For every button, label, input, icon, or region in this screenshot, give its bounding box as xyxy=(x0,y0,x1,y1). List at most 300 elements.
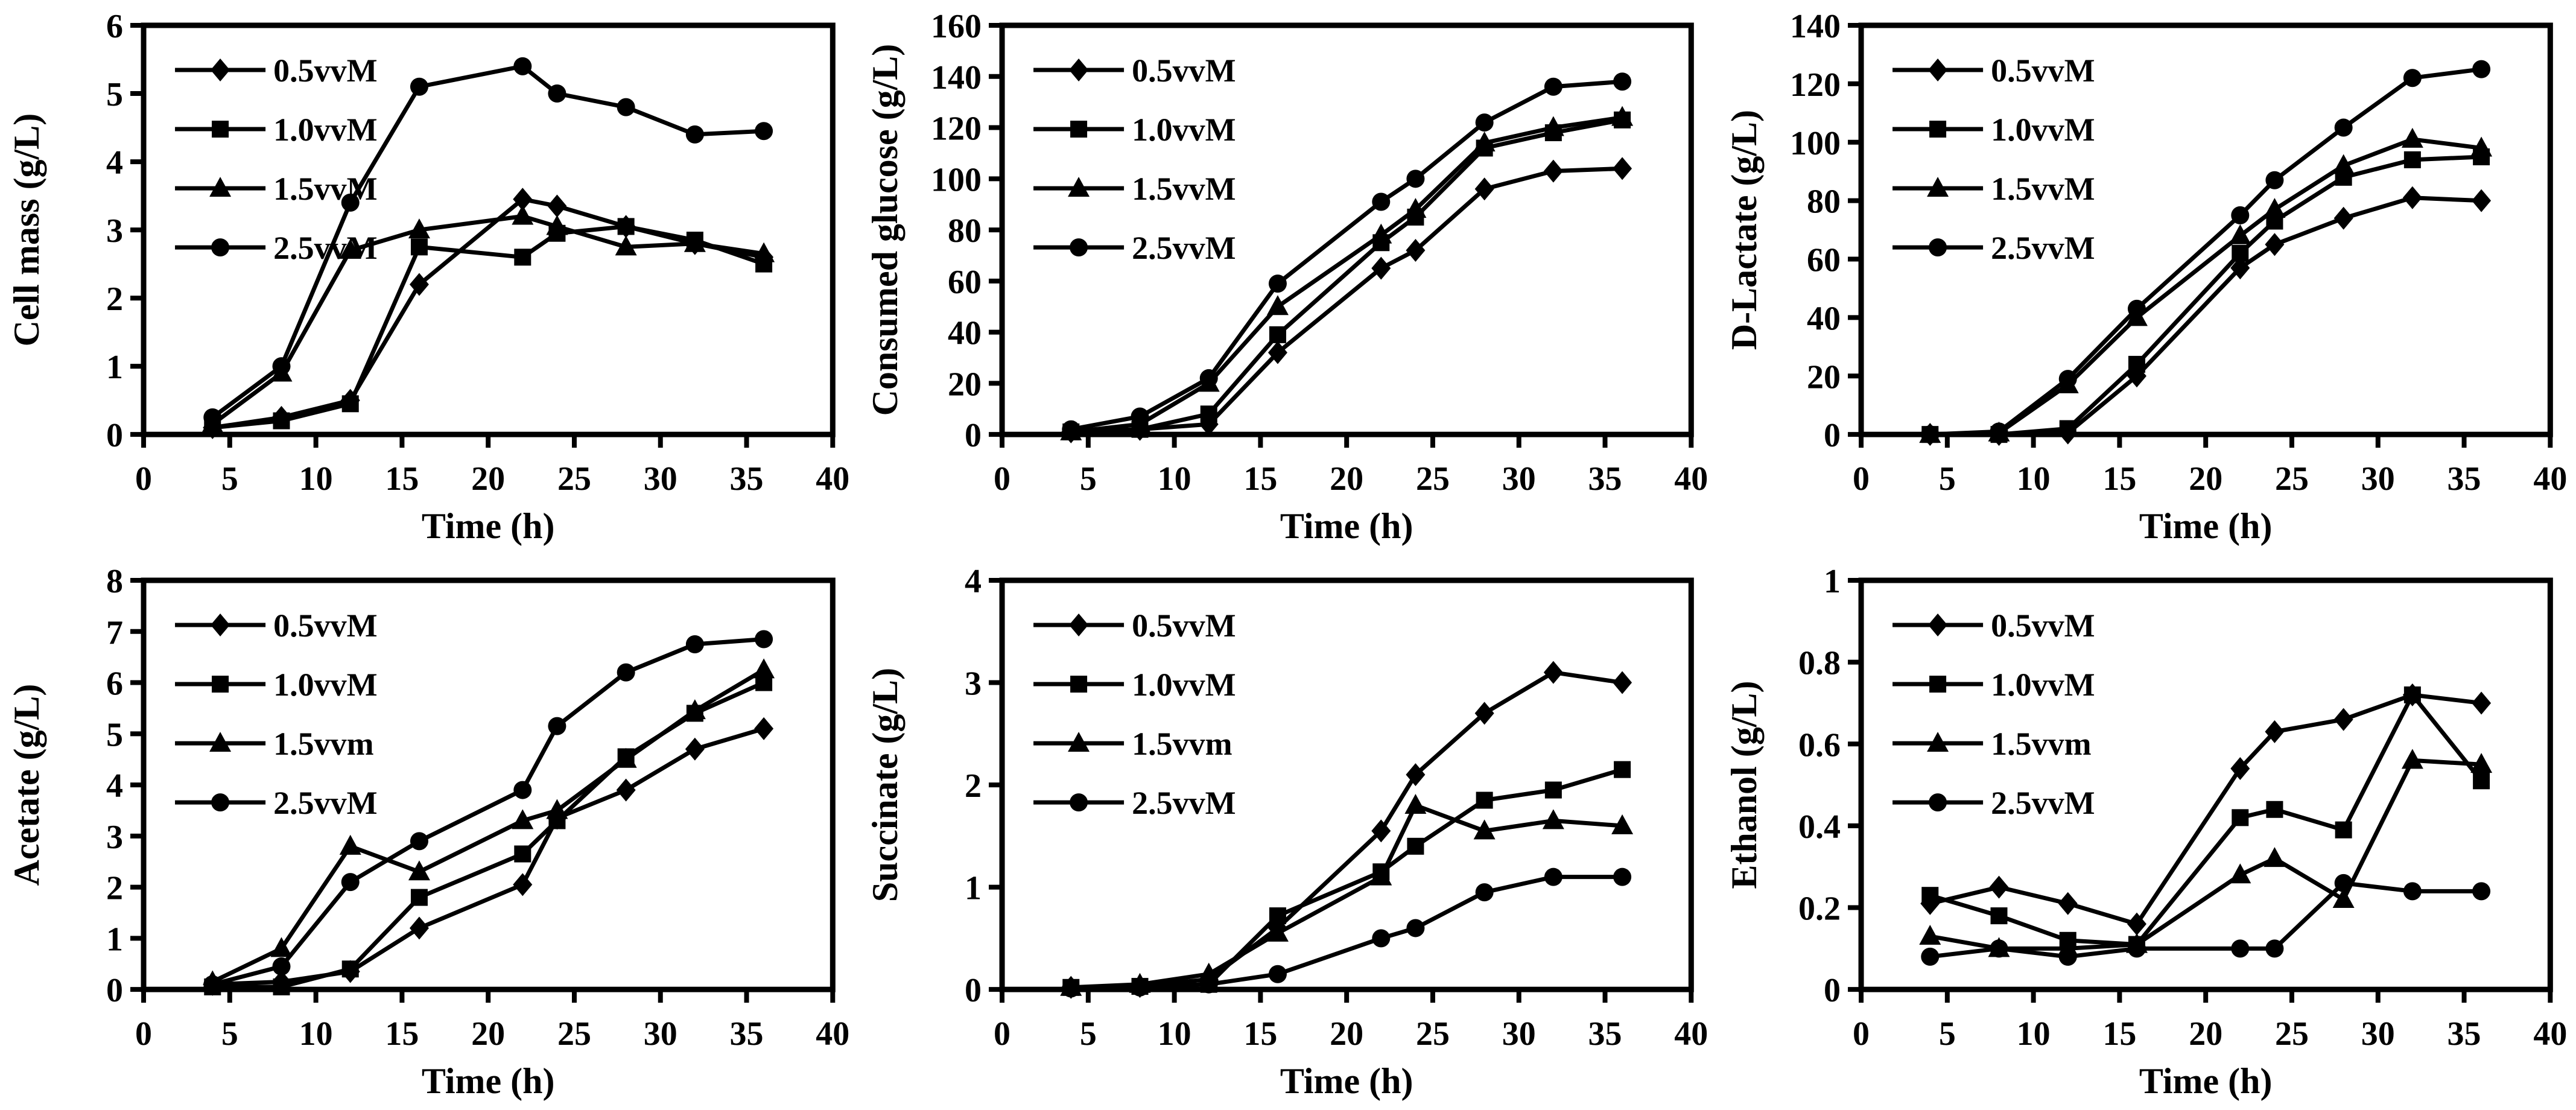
axis-text: 15 xyxy=(1243,1015,1278,1053)
diamond-marker xyxy=(2058,892,2077,915)
series-line xyxy=(1071,673,1623,988)
legend-label: 0.5vvM xyxy=(1132,607,1236,644)
diamond-marker xyxy=(1928,614,1947,636)
axis-text: 0 xyxy=(965,972,982,1010)
circle-marker xyxy=(1544,78,1562,96)
legend-label: 2.5vvM xyxy=(1990,230,2095,267)
square-marker xyxy=(1269,907,1286,924)
legend xyxy=(175,52,378,266)
circle-marker xyxy=(273,357,291,375)
axis-text: 40 xyxy=(2533,460,2567,498)
axis-text: 1 xyxy=(1823,563,1841,601)
axis-text: 140 xyxy=(1789,8,1841,46)
circle-marker xyxy=(2265,940,2283,958)
legend-label: 1.5vvm xyxy=(1132,726,1232,763)
legend-label: 2.5vvM xyxy=(1132,230,1236,267)
series-line xyxy=(1071,805,1623,988)
square-marker xyxy=(1070,121,1087,138)
diamond-marker xyxy=(1613,157,1632,180)
axis-text: 10 xyxy=(299,460,333,498)
square-marker xyxy=(1990,907,2007,924)
axis-text: 1 xyxy=(106,921,124,959)
axis-text: 35 xyxy=(1588,460,1622,498)
circle-marker xyxy=(513,781,531,799)
axis-text: 3 xyxy=(965,665,982,703)
axis-text: 40 xyxy=(1674,460,1708,498)
legend-label: 2.5vvM xyxy=(1990,785,2095,822)
circle-marker xyxy=(1062,980,1080,998)
series-0.5vvM xyxy=(203,188,773,439)
triangle-marker xyxy=(2402,128,2423,148)
axis-text: 60 xyxy=(948,263,982,301)
axis-text: 120 xyxy=(931,110,982,148)
square-marker xyxy=(1269,326,1286,343)
circle-marker xyxy=(1131,407,1149,425)
square-marker xyxy=(342,960,359,977)
axis-text: 20 xyxy=(1330,460,1364,498)
triangle-marker xyxy=(2264,847,2285,867)
circle-marker xyxy=(2128,940,2146,958)
x-axis xyxy=(135,989,849,1053)
axis-text: 25 xyxy=(1416,1015,1450,1053)
axis-text: 15 xyxy=(1243,460,1278,498)
diamond-marker xyxy=(211,59,230,81)
legend-label: 0.5vvM xyxy=(1990,52,2095,89)
circle-marker xyxy=(2472,60,2490,78)
circle-marker xyxy=(617,98,635,116)
triangle-marker xyxy=(546,799,568,819)
circle-marker xyxy=(1131,978,1149,997)
axis-text: 2 xyxy=(106,869,124,907)
triangle-marker xyxy=(340,835,361,855)
circle-marker xyxy=(1929,793,1947,811)
legend-label: 0.5vvM xyxy=(273,52,378,89)
y-axis xyxy=(106,563,144,1009)
chart-ethanol xyxy=(1718,555,2576,1110)
circle-marker xyxy=(1929,238,1947,256)
axis-text: 40 xyxy=(816,460,850,498)
circle-marker xyxy=(1613,72,1631,90)
triangle-marker xyxy=(2229,224,2251,244)
axis-text: 20 xyxy=(471,460,506,498)
square-marker xyxy=(2232,810,2248,826)
axis-text: 3 xyxy=(106,212,124,250)
square-marker xyxy=(1929,676,1946,693)
diamond-marker xyxy=(2333,207,2353,230)
series-1.0vvM xyxy=(1063,112,1631,440)
triangle-marker xyxy=(1919,925,1941,945)
legend-label: 1.0vvM xyxy=(1990,112,2095,148)
axis-text: 4 xyxy=(106,144,124,182)
ethanol-svg xyxy=(1718,555,2576,1110)
axis-text: 30 xyxy=(1502,1015,1537,1053)
series-line xyxy=(1071,120,1623,432)
diamond-marker xyxy=(1544,661,1563,684)
circle-marker xyxy=(1070,238,1088,256)
axis-text: 30 xyxy=(1502,460,1537,498)
circle-marker xyxy=(2334,874,2352,892)
consumed-glucose-svg xyxy=(858,0,1717,555)
axis-text: Time (h) xyxy=(2139,506,2273,547)
circle-marker xyxy=(2231,206,2249,224)
circle-marker xyxy=(2472,883,2490,901)
axis-text: 30 xyxy=(643,460,677,498)
circle-marker xyxy=(1476,113,1494,132)
circle-marker xyxy=(1372,930,1391,948)
x-axis xyxy=(994,434,1708,498)
axis-text: 15 xyxy=(2102,1015,2137,1053)
square-marker xyxy=(1407,838,1424,855)
axis-text: Time (h) xyxy=(1280,506,1413,547)
axis-text: 30 xyxy=(2361,460,2395,498)
circle-marker xyxy=(273,957,291,975)
square-marker xyxy=(2266,801,2283,818)
square-marker xyxy=(342,395,359,412)
y-axis xyxy=(931,8,1002,454)
axis-text: 2 xyxy=(106,281,124,319)
circle-marker xyxy=(2058,370,2076,388)
square-marker xyxy=(1614,761,1631,778)
series-line xyxy=(212,729,764,985)
y-axis xyxy=(106,8,144,454)
legend-label: 1.0vvM xyxy=(1990,667,2095,703)
circle-marker xyxy=(513,57,531,75)
axis-text: 8 xyxy=(106,563,124,601)
diamond-marker xyxy=(1928,59,1947,81)
axis-text: 0 xyxy=(135,1015,153,1053)
circle-marker xyxy=(1407,919,1425,937)
circle-marker xyxy=(1990,422,2008,440)
y-axis-title: Acetate (g/L) xyxy=(7,683,47,886)
triangle-marker xyxy=(1371,224,1392,244)
circle-marker xyxy=(211,793,229,811)
axis-text: 5 xyxy=(221,1015,238,1053)
circle-marker xyxy=(1269,965,1287,983)
axis-text: 140 xyxy=(931,59,982,97)
legend xyxy=(1892,607,2095,821)
legend xyxy=(1033,607,1236,821)
y-axis-title: Cell mass (g/L) xyxy=(7,113,47,347)
axis-text: 10 xyxy=(2016,460,2051,498)
circle-marker xyxy=(1070,793,1088,811)
legend-label: 2.5vvM xyxy=(1132,785,1236,822)
square-marker xyxy=(212,121,229,138)
legend-label: 2.5vvM xyxy=(273,230,378,267)
diamond-marker xyxy=(513,874,532,896)
chart-succinate xyxy=(858,555,1717,1110)
axis-text: 10 xyxy=(2016,1015,2051,1053)
square-marker xyxy=(1921,887,1938,904)
axis-text: 3 xyxy=(106,819,124,857)
axis-text: 0 xyxy=(965,417,982,455)
square-marker xyxy=(1476,792,1493,809)
axis-text: 0 xyxy=(106,417,124,455)
axis-text: Time (h) xyxy=(1280,1061,1413,1102)
axis-text: 25 xyxy=(2274,1015,2309,1053)
square-marker xyxy=(2473,773,2490,790)
y-axis xyxy=(1798,563,1861,1009)
series-1.5vvm xyxy=(1061,794,1634,996)
axis-text: 4 xyxy=(106,767,124,805)
axis-text: 5 xyxy=(106,76,124,114)
axis-text: 4 xyxy=(965,563,982,601)
circle-marker xyxy=(1407,170,1425,188)
circle-marker xyxy=(203,408,221,427)
axis-text: 10 xyxy=(1157,1015,1191,1053)
axis-text: 25 xyxy=(557,1015,591,1053)
axis-text: 1 xyxy=(965,869,982,907)
chart-acetate xyxy=(0,555,858,1110)
circle-marker xyxy=(1921,948,1939,966)
y-axis-title: Succinate (g/L) xyxy=(865,668,906,902)
legend xyxy=(1892,52,2095,266)
series-0.5vvM xyxy=(1920,186,2491,446)
chart-cell-mass xyxy=(0,0,858,555)
axis-text: 0 xyxy=(1823,417,1841,455)
square-marker xyxy=(411,889,428,906)
circle-marker xyxy=(1062,420,1080,439)
diamond-marker xyxy=(754,717,773,740)
axis-text: 0 xyxy=(1852,460,1870,498)
circle-marker xyxy=(548,717,566,735)
x-axis xyxy=(1853,434,2567,498)
legend-label: 0.5vvM xyxy=(1132,52,1236,89)
square-marker xyxy=(1545,782,1562,799)
legend-label: 1.5vvM xyxy=(1132,171,1236,208)
axis-text: Time (h) xyxy=(421,506,555,547)
axis-text: 6 xyxy=(106,8,124,46)
circle-marker xyxy=(1613,868,1631,886)
legend-label: 0.5vvM xyxy=(1990,607,2095,644)
chart-d-lactate xyxy=(1718,0,2576,555)
axis-text: 25 xyxy=(1416,460,1450,498)
axis-text: 20 xyxy=(471,1015,506,1053)
circle-marker xyxy=(341,873,360,891)
axis-text: 0 xyxy=(1852,1015,1870,1053)
axis-text: 100 xyxy=(1789,124,1841,162)
square-marker xyxy=(2404,151,2421,168)
y-axis-title: Ethanol (g/L) xyxy=(1724,680,1764,889)
legend-label: 1.5vvm xyxy=(1990,726,2092,763)
series-1.0vvM xyxy=(204,674,772,995)
circle-marker xyxy=(617,664,635,682)
diamond-marker xyxy=(1069,614,1088,636)
axis-text: 10 xyxy=(1157,460,1191,498)
diamond-marker xyxy=(617,779,636,802)
axis-text: 40 xyxy=(1674,1015,1708,1053)
circle-marker xyxy=(1200,975,1218,994)
legend-label: 2.5vvM xyxy=(273,785,378,822)
axis-text: 40 xyxy=(2533,1015,2567,1053)
legend-label: 1.0vvM xyxy=(1132,112,1236,148)
axis-text: 20 xyxy=(1806,358,1841,396)
axis-text: 0.4 xyxy=(1798,808,1841,846)
axis-text: 0.8 xyxy=(1798,644,1841,682)
square-marker xyxy=(1929,121,1946,138)
square-marker xyxy=(273,978,290,995)
circle-marker xyxy=(410,78,428,96)
axis-text: 15 xyxy=(2102,460,2137,498)
circle-marker xyxy=(686,635,704,653)
axis-text: 20 xyxy=(2188,1015,2222,1053)
legend-label: 0.5vvM xyxy=(273,607,378,644)
square-marker xyxy=(2404,687,2421,703)
diamond-marker xyxy=(547,195,566,218)
diamond-marker xyxy=(2333,708,2353,731)
circle-marker xyxy=(1200,369,1218,387)
axis-text: 5 xyxy=(1938,1015,1956,1053)
triangle-marker xyxy=(1405,794,1427,814)
succinate-svg xyxy=(858,555,1717,1110)
diamond-marker xyxy=(685,738,705,761)
diamond-marker xyxy=(1989,876,2008,899)
series-1.5vvm xyxy=(1919,749,2492,957)
y-axis xyxy=(965,563,1002,1009)
circle-marker xyxy=(2403,69,2422,87)
circle-marker xyxy=(2403,883,2422,901)
legend-label: 1.5vvM xyxy=(1990,171,2095,208)
circle-marker xyxy=(755,630,773,649)
circle-marker xyxy=(1269,274,1287,293)
axis-text: 120 xyxy=(1789,66,1841,104)
circle-marker xyxy=(410,832,428,851)
circle-marker xyxy=(1990,940,2008,958)
axis-text: 80 xyxy=(1806,183,1841,221)
square-marker xyxy=(1201,405,1217,422)
x-axis xyxy=(1853,989,2567,1053)
x-axis xyxy=(994,989,1708,1053)
triangle-marker xyxy=(753,659,775,679)
axis-text: 1 xyxy=(106,349,124,387)
axis-text: 35 xyxy=(729,1015,764,1053)
circle-marker xyxy=(2058,948,2076,966)
legend-label: 1.0vvM xyxy=(1132,667,1236,703)
legend-label: 1.5vvM xyxy=(273,171,378,208)
axis-text: 5 xyxy=(1080,460,1097,498)
circle-marker xyxy=(1476,883,1494,901)
circle-marker xyxy=(2231,940,2249,958)
chart-consumed-glucose xyxy=(858,0,1717,555)
axis-text: 0 xyxy=(994,460,1011,498)
axis-text: 20 xyxy=(2188,460,2222,498)
axis-text: 6 xyxy=(106,665,124,703)
x-axis xyxy=(135,434,849,498)
square-marker xyxy=(2128,356,2145,373)
circle-marker xyxy=(2265,171,2283,189)
axis-text: 35 xyxy=(2447,1015,2481,1053)
plot-frame xyxy=(1861,25,2550,434)
series-line xyxy=(1071,168,1623,432)
axis-text: 7 xyxy=(106,614,124,652)
square-marker xyxy=(514,846,531,863)
legend-label: 1.0vvM xyxy=(273,667,378,703)
axis-text: 30 xyxy=(643,1015,677,1053)
square-marker xyxy=(2059,420,2076,437)
cell-mass-svg xyxy=(0,0,858,555)
diamond-marker xyxy=(1613,671,1632,694)
axis-text: 25 xyxy=(2274,460,2309,498)
y-axis-title: Consumed glucose (g/L) xyxy=(865,43,906,416)
axis-text: 35 xyxy=(2447,460,2481,498)
axis-text: 5 xyxy=(1938,460,1956,498)
diamond-marker xyxy=(2403,186,2422,209)
legend xyxy=(1033,52,1236,266)
axis-text: 2 xyxy=(965,767,982,805)
axis-text: 60 xyxy=(1806,241,1841,279)
axis-text: 5 xyxy=(1080,1015,1097,1053)
square-marker xyxy=(212,676,229,693)
axis-text: 0 xyxy=(1823,972,1841,1010)
circle-marker xyxy=(755,122,773,140)
axis-text: 160 xyxy=(931,8,982,46)
axis-text: 10 xyxy=(299,1015,333,1053)
axis-text: 5 xyxy=(106,716,124,754)
circle-marker xyxy=(211,238,229,256)
axis-text: 100 xyxy=(931,161,982,199)
y-axis xyxy=(1790,8,1861,454)
diamond-marker xyxy=(2472,189,2491,212)
axis-text: Time (h) xyxy=(2139,1061,2273,1102)
axis-text: 80 xyxy=(948,212,982,250)
axis-text: 15 xyxy=(385,1015,419,1053)
axis-text: 20 xyxy=(1330,1015,1364,1053)
axis-text: 35 xyxy=(1588,1015,1622,1053)
legend-label: 1.0vvM xyxy=(273,112,378,148)
circle-marker xyxy=(2334,119,2352,137)
square-marker xyxy=(1070,676,1087,693)
square-marker xyxy=(618,218,635,235)
axis-text: 20 xyxy=(948,366,982,404)
axis-text: 35 xyxy=(729,460,764,498)
d-lactate-svg xyxy=(1718,0,2576,555)
triangle-marker xyxy=(2264,198,2285,218)
y-axis-title: D-Lactate (g/L) xyxy=(1724,109,1764,350)
diamond-marker xyxy=(211,614,230,636)
axis-text: 30 xyxy=(2361,1015,2395,1053)
diamond-marker xyxy=(2472,692,2491,715)
diamond-marker xyxy=(2265,233,2284,256)
axis-text: 15 xyxy=(385,460,419,498)
axis-text: Time (h) xyxy=(421,1061,555,1102)
circle-marker xyxy=(686,125,704,144)
axis-text: 0.2 xyxy=(1798,890,1841,928)
diamond-marker xyxy=(410,917,429,940)
axis-text: 5 xyxy=(221,460,238,498)
circle-marker xyxy=(1372,192,1391,211)
diamond-marker xyxy=(1544,160,1563,183)
plot-frame xyxy=(1002,580,1691,989)
circle-marker xyxy=(2128,300,2146,318)
series-line xyxy=(212,670,764,982)
axis-text: 0 xyxy=(994,1015,1011,1053)
square-marker xyxy=(2232,245,2248,262)
axis-text: 40 xyxy=(1806,300,1841,338)
axis-text: 40 xyxy=(816,1015,850,1053)
axis-text: 0 xyxy=(106,972,124,1010)
triangle-marker xyxy=(1267,295,1289,315)
square-marker xyxy=(273,413,290,430)
plot-frame xyxy=(1861,580,2550,989)
circle-marker xyxy=(1544,868,1562,886)
axis-text: 25 xyxy=(557,460,591,498)
legend xyxy=(175,607,378,821)
circle-marker xyxy=(1921,425,1939,443)
diamond-marker xyxy=(1069,59,1088,81)
legend-label: 1.5vvm xyxy=(273,726,374,763)
acetate-svg xyxy=(0,555,858,1110)
circle-marker xyxy=(548,84,566,103)
square-marker xyxy=(514,249,531,265)
